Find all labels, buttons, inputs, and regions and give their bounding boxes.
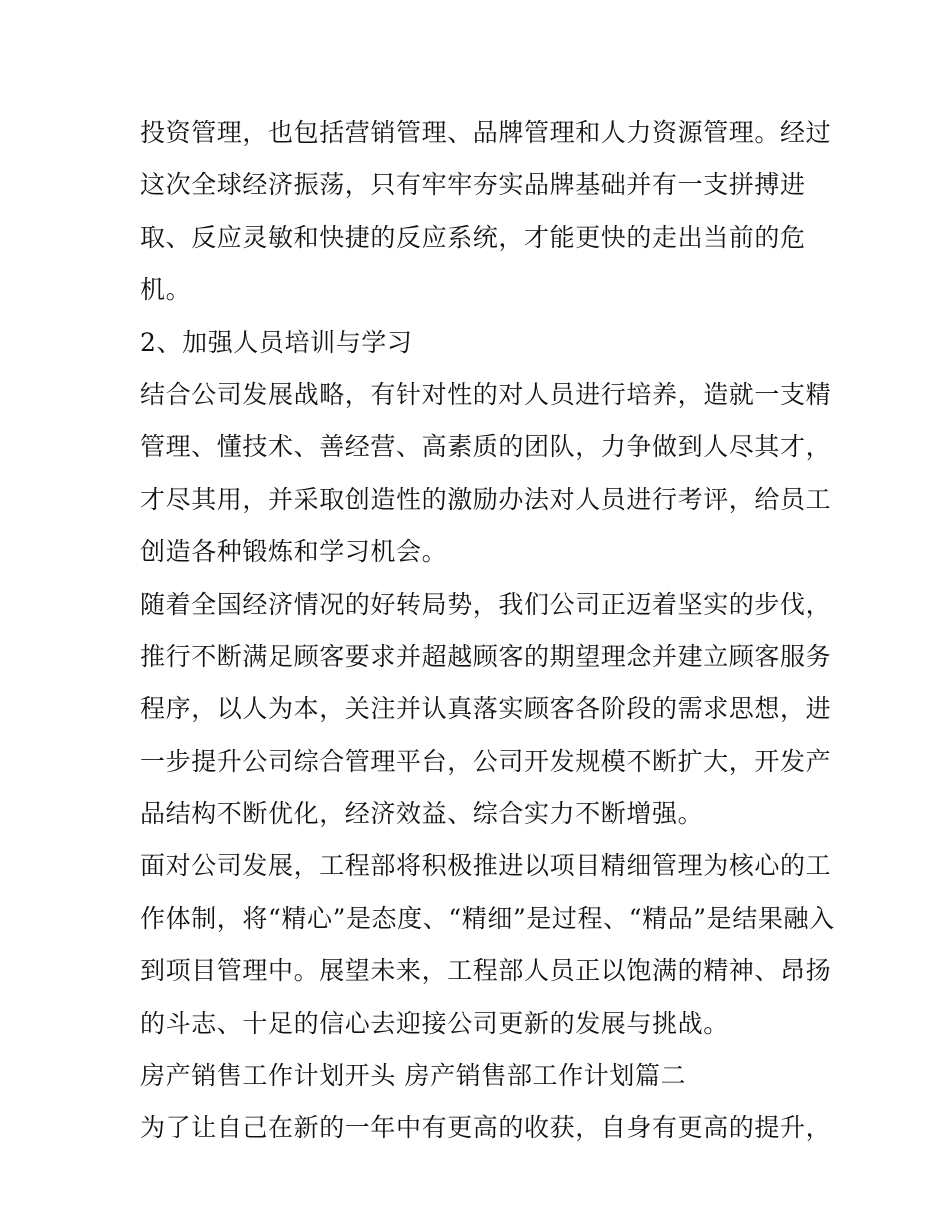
text-line: 这次全球经济振荡，只有牢牢夯实品牌基础并有一支拼搏进: [140, 170, 806, 200]
text-line: 一步提升公司综合管理平台，公司开发规模不断扩大，开发产: [140, 746, 832, 776]
text-line: 投资管理，也包括营销管理、品牌管理和人力资源管理。经过: [140, 118, 832, 147]
text-line: 创造各种锻炼和学习机会。: [140, 537, 448, 567]
text-line: 结合公司发展战略，有针对性的对人员进行培养，造就一支精: [140, 379, 832, 409]
text-line: 取、反应灵敏和快捷的反应系统，才能更快的走出当前的危: [140, 222, 806, 252]
text-line: 到项目管理中。展望未来，工程部人员正以饱满的精神、昂扬: [140, 956, 832, 986]
section-heading: 房产销售工作计划开头 房产销售部工作计划篇二: [140, 1061, 687, 1091]
text-line: 程序，以人为本，关注并认真落实顾客各阶段的需求思想，进: [140, 694, 832, 724]
document-body: [140, 107, 835, 1155]
text-line: 为了让自己在新的一年中有更高的收获，自身有更高的提升，: [140, 1113, 832, 1143]
section-heading: 2、加强人员培训与学习: [140, 327, 413, 357]
text-line: 随着全国经济情况的好转局势，我们公司正迈着坚实的步伐，: [140, 589, 832, 619]
text-line: 的斗志、十足的信心去迎接公司更新的发展与挑战。: [140, 1008, 729, 1038]
text-line: 才尽其用，并采取创造性的激励办法对人员进行考评，给员工: [140, 484, 832, 514]
text-line: 管理、懂技术、善经营、高素质的团队，力争做到人尽其才，: [140, 432, 832, 462]
text-line: 机。: [140, 275, 192, 305]
text-line: 推行不断满足顾客要求并超越顾客的期望理念并建立顾客服务: [140, 641, 832, 671]
text-line: 作体制，将“精心”是态度、“精细”是过程、“精品”是结果融入: [140, 903, 835, 933]
text-line: 品结构不断优化，经济效益、综合实力不断增强。: [140, 799, 704, 829]
text-line: 面对公司发展，工程部将积极推进以项目精细管理为核心的工: [140, 851, 832, 881]
